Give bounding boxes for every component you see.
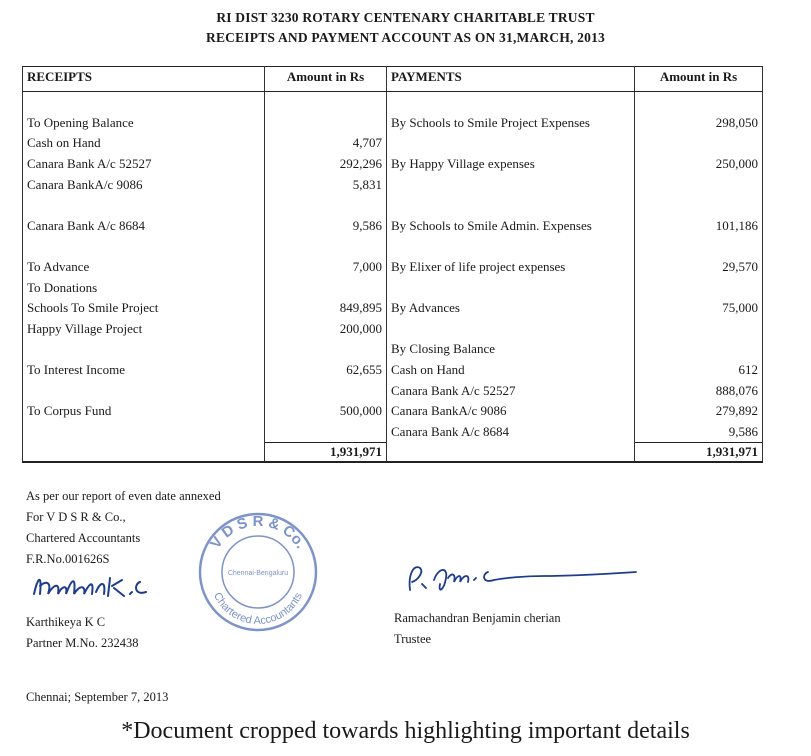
payment-amount: 888,076	[635, 380, 763, 401]
receipt-item: Canara BankA/c 9086	[23, 174, 265, 195]
document-title: RI DIST 3230 ROTARY CENTENARY CHARITABLE TRUST	[216, 10, 595, 25]
receipt-amount: 500,000	[265, 401, 387, 422]
payment-amount: 29,570	[635, 257, 763, 278]
ledger-body	[23, 92, 763, 443]
payment-item: By Closing Balance	[387, 339, 635, 360]
receipts-header: RECEIPTS	[23, 67, 265, 92]
payment-item: Canara Bank A/c 8684	[387, 422, 635, 443]
document-subtitle: RECEIPTS AND PAYMENT ACCOUNT AS ON 31,MARCH, 2013	[206, 30, 605, 45]
payment-amount	[635, 174, 763, 195]
payment-amount: 75,000	[635, 298, 763, 319]
auditor-membership: Partner M.No. 232438	[26, 636, 139, 650]
table-row	[23, 236, 763, 257]
receipt-item: Canara Bank A/c 8684	[23, 216, 265, 237]
payment-item: By Advances	[387, 298, 635, 319]
trustee-role: Trustee	[394, 632, 432, 646]
payment-item: By Schools to Smile Admin. Expenses	[387, 216, 635, 237]
receipt-amount: 292,296	[265, 154, 387, 175]
receipt-item	[23, 195, 265, 216]
payment-item	[387, 319, 635, 340]
payment-item	[387, 277, 635, 298]
trustee-block	[394, 608, 561, 650]
payment-amount	[635, 92, 763, 113]
table-row	[23, 195, 763, 216]
table-row	[23, 257, 763, 278]
receipt-amount	[265, 277, 387, 298]
payment-item	[387, 195, 635, 216]
payment-amount	[635, 195, 763, 216]
receipt-item: To Corpus Fund	[23, 401, 265, 422]
receipt-amount	[265, 422, 387, 443]
seal-center-text: Chennai-Bengaluru	[227, 570, 289, 577]
receipt-amount: 849,895	[265, 298, 387, 319]
payment-amount: 612	[635, 360, 763, 381]
receipt-item: To Interest Income	[23, 360, 265, 381]
receipt-item: To Advance	[23, 257, 265, 278]
auditor-firm: For V D S R & Co.,	[26, 510, 126, 524]
payment-amount	[635, 339, 763, 360]
payment-amount: 9,586	[635, 422, 763, 443]
payment-item	[387, 236, 635, 257]
company-seal	[196, 510, 320, 634]
auditor-signature	[30, 570, 190, 608]
payment-item: By Elixer of life project expenses	[387, 257, 635, 278]
total-spacer	[387, 443, 635, 463]
table-row	[23, 422, 763, 443]
payment-item: Canara BankA/c 9086	[387, 401, 635, 422]
receipt-amount	[265, 236, 387, 257]
payment-amount: 101,186	[635, 216, 763, 237]
payment-amount	[635, 319, 763, 340]
receipt-amount: 5,831	[265, 174, 387, 195]
payment-amount	[635, 277, 763, 298]
place-and-date: Chennai; September 7, 2013	[26, 690, 169, 704]
table-row	[23, 92, 763, 113]
payment-amount	[635, 236, 763, 257]
table-row	[23, 319, 763, 340]
payments-amount-header: Amount in Rs	[635, 67, 763, 92]
table-row	[23, 133, 763, 154]
total-spacer	[23, 443, 265, 463]
receipt-item	[23, 236, 265, 257]
payment-item: By Schools to Smile Project Expenses	[387, 113, 635, 134]
receipt-item: Happy Village Project	[23, 319, 265, 340]
auditor-name: Karthikeya K C	[26, 615, 106, 629]
receipt-amount: 4,707	[265, 133, 387, 154]
table-row	[23, 216, 763, 237]
receipt-item	[23, 380, 265, 401]
payment-item: Canara Bank A/c 52527	[387, 380, 635, 401]
total-receipts: 1,931,971	[265, 443, 387, 463]
seal-top-text: V D S R & Co.	[206, 512, 310, 552]
receipt-amount	[265, 380, 387, 401]
table-row	[23, 339, 763, 360]
receipt-item	[23, 339, 265, 360]
receipt-amount	[265, 92, 387, 113]
receipt-item: Cash on Hand	[23, 133, 265, 154]
payment-amount: 250,000	[635, 154, 763, 175]
receipt-amount: 9,586	[265, 216, 387, 237]
receipt-amount: 62,655	[265, 360, 387, 381]
table-row	[23, 360, 763, 381]
receipt-item	[23, 92, 265, 113]
auditor-report-line: As per our report of even date annexed	[26, 489, 221, 503]
auditor-frn: F.R.No.001626S	[26, 552, 110, 566]
trustee-name: Ramachandran Benjamin cherian	[394, 611, 561, 625]
payment-item: By Happy Village expenses	[387, 154, 635, 175]
table-row	[23, 298, 763, 319]
table-row	[23, 113, 763, 134]
payments-header: PAYMENTS	[387, 67, 635, 92]
payment-amount: 279,892	[635, 401, 763, 422]
payment-amount	[635, 133, 763, 154]
table-row	[23, 154, 763, 175]
auditor-signature-scribble	[30, 570, 190, 602]
receipt-amount: 200,000	[265, 319, 387, 340]
receipt-item: To Donations	[23, 277, 265, 298]
receipts-amount-header: Amount in Rs	[265, 67, 387, 92]
table-row	[23, 401, 763, 422]
table-row	[23, 380, 763, 401]
receipt-item	[23, 422, 265, 443]
payment-item	[387, 174, 635, 195]
auditor-designation: Chartered Accountants	[26, 531, 141, 545]
payment-item	[387, 92, 635, 113]
payment-amount: 298,050	[635, 113, 763, 134]
table-row	[23, 174, 763, 195]
table-row	[23, 277, 763, 298]
trustee-signature	[404, 560, 644, 596]
receipt-item: To Opening Balance	[23, 113, 265, 134]
seal-bottom-text: Chartered Accountants	[211, 590, 305, 628]
receipt-amount	[265, 339, 387, 360]
svg-text:V D S R & Co.	[207, 513, 309, 552]
total-payments: 1,931,971	[635, 443, 763, 463]
receipt-amount	[265, 195, 387, 216]
payment-item	[387, 133, 635, 154]
receipts-payments-table	[22, 66, 763, 463]
receipt-amount: 7,000	[265, 257, 387, 278]
receipt-amount	[265, 113, 387, 134]
receipt-item: Schools To Smile Project	[23, 298, 265, 319]
footer-note: *Document cropped towards highlighting important details	[121, 718, 690, 744]
receipt-item: Canara Bank A/c 52527	[23, 154, 265, 175]
payment-item: Cash on Hand	[387, 360, 635, 381]
